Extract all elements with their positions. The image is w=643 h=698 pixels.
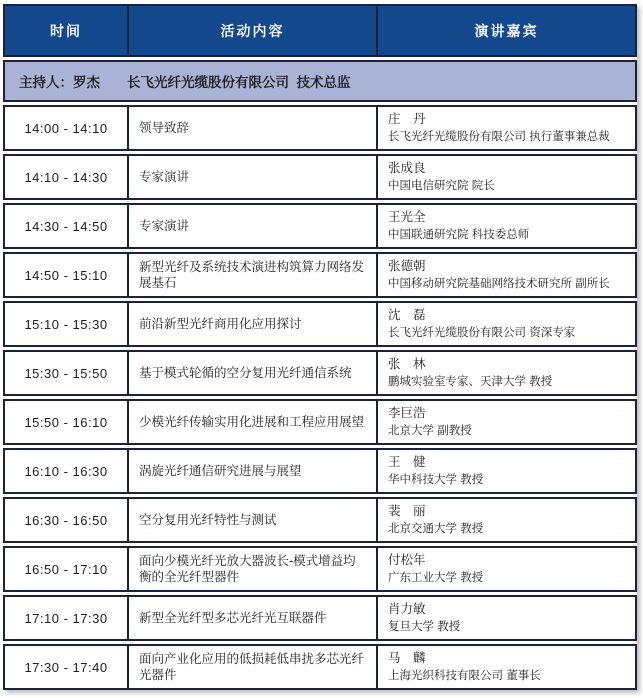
activity-text: 新型全光纤型多芯光纤光互联器件 bbox=[139, 610, 327, 625]
activity-text: 面向少模光纤光放大器波长-模式增益均衡的全光纤型器件 bbox=[139, 553, 356, 584]
speaker-name: 张 林 bbox=[388, 357, 426, 372]
speaker-cell bbox=[378, 205, 635, 247]
speaker-affiliation: 鹏城实验室专家、天津大学 教授 bbox=[388, 375, 553, 388]
speaker-cell bbox=[378, 646, 635, 688]
activity-cell bbox=[127, 107, 378, 149]
time-cell: 15:30 - 15:50 bbox=[24, 365, 108, 381]
speaker-cell bbox=[378, 401, 635, 443]
activity-text: 空分复用光纤特性与测试 bbox=[139, 512, 277, 527]
table-row bbox=[3, 203, 637, 249]
table-row bbox=[3, 448, 637, 494]
time-cell: 16:10 - 16:30 bbox=[24, 463, 108, 479]
header-cell-speaker: 演讲嘉宾 bbox=[474, 22, 539, 39]
speaker-cell bbox=[378, 450, 635, 492]
activity-text: 基于模式轮循的空分复用光纤通信系统 bbox=[139, 365, 352, 380]
speaker-name: 李巨浩 bbox=[388, 406, 426, 421]
speaker-affiliation: 上海光织科技有限公司 董事长 bbox=[388, 669, 541, 682]
activity-cell bbox=[127, 499, 378, 541]
speaker-affiliation: 长飞光纤光缆股份有限公司 资深专家 bbox=[388, 326, 576, 339]
table-header-row bbox=[3, 4, 637, 57]
activity-text: 新型光纤及系统技术演进构筑算力网络发展基石 bbox=[139, 259, 365, 290]
table-row bbox=[3, 301, 637, 347]
speaker-affiliation: 中国电信研究院 院长 bbox=[388, 179, 495, 192]
table-row bbox=[3, 399, 637, 445]
time-cell: 16:50 - 17:10 bbox=[24, 561, 108, 577]
activity-text: 专家演讲 bbox=[139, 169, 190, 184]
speaker-name: 裴 丽 bbox=[388, 504, 426, 519]
speaker-cell bbox=[378, 156, 635, 198]
speaker-affiliation: 复旦大学 教授 bbox=[388, 620, 461, 633]
speaker-cell bbox=[378, 254, 635, 296]
speaker-cell bbox=[378, 352, 635, 394]
activity-text: 少模光纤传输实用化进展和工程应用展望 bbox=[139, 414, 365, 429]
speaker-cell bbox=[378, 107, 635, 149]
table-row bbox=[3, 350, 637, 396]
speaker-name: 张德朝 bbox=[388, 259, 426, 274]
speaker-affiliation: 北京交通大学 教授 bbox=[388, 522, 484, 535]
header-cell-time: 时间 bbox=[50, 22, 82, 39]
table-row bbox=[3, 595, 637, 641]
activity-text: 涡旋光纤通信研究进展与展望 bbox=[139, 463, 302, 478]
speaker-name: 沈 磊 bbox=[388, 308, 426, 323]
activity-cell bbox=[127, 303, 378, 345]
speaker-cell bbox=[378, 499, 635, 541]
time-cell: 14:10 - 14:30 bbox=[24, 169, 108, 185]
speaker-affiliation: 华中科技大学 教授 bbox=[388, 473, 484, 486]
speaker-affiliation: 中国联通研究院 科技委总师 bbox=[388, 228, 530, 241]
table-row bbox=[3, 252, 637, 298]
speaker-name: 庄 丹 bbox=[388, 112, 426, 127]
activity-cell bbox=[127, 205, 378, 247]
speaker-affiliation: 北京大学 副教授 bbox=[388, 424, 472, 437]
speaker-name: 王 健 bbox=[388, 455, 426, 470]
header-cell-activity: 活动内容 bbox=[127, 6, 378, 55]
activity-cell bbox=[127, 646, 378, 688]
speaker-cell bbox=[378, 548, 635, 590]
time-cell: 15:50 - 16:10 bbox=[24, 414, 108, 430]
time-cell: 17:10 - 17:30 bbox=[24, 610, 108, 626]
time-cell: 14:30 - 14:50 bbox=[24, 218, 108, 234]
activity-cell bbox=[127, 401, 378, 443]
table-row bbox=[3, 644, 637, 690]
time-cell: 15:10 - 15:30 bbox=[24, 316, 108, 332]
host-row bbox=[3, 60, 637, 102]
activity-text: 前沿新型光纤商用化应用探讨 bbox=[139, 316, 302, 331]
activity-text: 领导致辞 bbox=[139, 120, 190, 135]
schedule-table bbox=[3, 4, 637, 690]
activity-cell bbox=[127, 352, 378, 394]
table-row bbox=[3, 546, 637, 592]
activity-text: 专家演讲 bbox=[139, 218, 190, 233]
speaker-name: 张成良 bbox=[388, 161, 426, 176]
host-label: 主持人：罗杰 长飞光纤光缆股份有限公司 技术总监 bbox=[19, 75, 351, 90]
speaker-cell bbox=[378, 303, 635, 345]
time-cell: 17:30 - 17:40 bbox=[24, 659, 108, 675]
time-cell: 16:30 - 16:50 bbox=[24, 512, 108, 528]
speaker-name: 马 麟 bbox=[388, 651, 426, 666]
speaker-cell bbox=[378, 597, 635, 639]
speaker-name: 付松年 bbox=[388, 553, 426, 568]
speaker-name: 王光全 bbox=[388, 210, 426, 225]
speaker-affiliation: 广东工业大学 教授 bbox=[388, 571, 484, 584]
time-cell: 14:50 - 15:10 bbox=[24, 267, 108, 283]
activity-cell bbox=[127, 548, 378, 590]
activity-cell bbox=[127, 156, 378, 198]
table-row bbox=[3, 497, 637, 543]
activity-cell bbox=[127, 450, 378, 492]
speaker-name: 肖力敏 bbox=[388, 602, 426, 617]
activity-text: 面向产业化应用的低损耗低串扰多芯光纤光器件 bbox=[139, 651, 365, 682]
activity-cell bbox=[127, 254, 378, 296]
speaker-affiliation: 长飞光纤光缆股份有限公司 执行董事兼总裁 bbox=[388, 130, 610, 143]
table-row bbox=[3, 154, 637, 200]
time-cell: 14:00 - 14:10 bbox=[24, 120, 108, 136]
activity-cell bbox=[127, 597, 378, 639]
table-row bbox=[3, 105, 637, 151]
speaker-affiliation: 中国移动研究院基础网络技术研究所 副所长 bbox=[388, 277, 610, 290]
